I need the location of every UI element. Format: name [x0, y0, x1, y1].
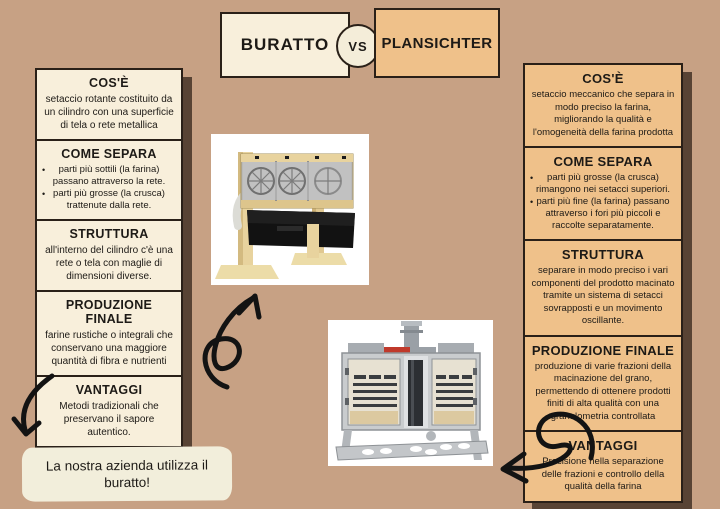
plansichter-machine-illustration	[328, 320, 493, 466]
section-body: setaccio meccanico che separa in modo preciso la farina, migliorando la qualità e l'omogeneità della farina prodotta	[531, 89, 675, 138]
bullet-item: • parti più grosse (la crusca) trattenute dalla rete.	[43, 188, 175, 212]
section-body: all'interno del cilindro c'è una rete o tela con maglie di dimensioni diverse.	[45, 245, 173, 282]
buratto-section-cose	[37, 70, 181, 139]
title-buratto-label: BURATTO	[240, 35, 330, 54]
plansichter-section-cose	[525, 65, 681, 146]
buratto-machine-illustration	[211, 134, 369, 285]
plansichter-machine-photo	[328, 320, 493, 466]
vs-label: VS	[348, 38, 368, 54]
buratto-section-produzione	[37, 290, 181, 375]
bullet-item: • parti più grosse (la crusca) rimangono nei setacci superiori.	[531, 172, 675, 196]
plansichter-section-struttura	[525, 239, 681, 335]
curly-arrow-to-buratto-icon	[197, 285, 292, 390]
title-plansichter	[374, 8, 500, 78]
section-heading: STRUTTURA	[561, 247, 645, 262]
section-body: produzione di varie frazioni della macinazione del grano, permettendo di ottenere prodotti finiti di alta qualità con una granulometria controllata	[534, 360, 672, 422]
buratto-machine-photo	[211, 134, 369, 285]
section-body: Metodi tradizionali che preservano il sapore autentico.	[59, 401, 159, 438]
section-heading: COME SEPARA	[553, 154, 653, 169]
section-heading: COS'È	[582, 71, 624, 86]
curly-arrow-to-plansichter-icon	[487, 406, 599, 486]
section-body: Precisione nella separazione delle frazioni e controllo della qualità della farina	[541, 456, 665, 492]
buratto-section-struttura	[37, 219, 181, 290]
section-body: farine rustiche o integrali che conservano una maggiore quantità di fibra e nutrienti	[45, 330, 173, 367]
section-heading: STRUTTURA	[69, 227, 149, 241]
arrow-to-note-icon	[10, 372, 65, 444]
bullet-item: • parti più fine (la farina) passano attraverso i fori più piccoli e raccolte separatamente.	[531, 196, 675, 232]
section-heading: VANTAGGI	[75, 383, 143, 397]
section-heading: COME SEPARA	[61, 147, 157, 161]
section-body: setaccio rotante costituito da un cilindro con una superficie di tela o rete metallica	[44, 94, 174, 131]
bullet-item: • parti più sottili (la farina) passano attraverso la rete.	[43, 164, 175, 188]
section-body: separare in modo preciso i vari componenti del prodotto macinato tramite un sistema di setacci sovrapposti e un movimento oscillante.	[531, 265, 675, 326]
section-heading: VANTAGGI	[568, 438, 638, 453]
plansichter-section-come-separa	[525, 146, 681, 239]
company-note	[22, 446, 232, 501]
title-buratto	[220, 12, 350, 78]
buratto-section-come-separa	[37, 139, 181, 219]
section-heading: PRODUZIONE FINALE	[531, 342, 675, 358]
section-heading: COS'È	[89, 76, 129, 90]
company-note-text: La nostra azienda utilizza il buratto!	[45, 457, 209, 491]
section-heading: PRODUZIONE FINALE	[65, 298, 153, 326]
title-plansichter-label: PLANSICHTER	[381, 34, 493, 52]
